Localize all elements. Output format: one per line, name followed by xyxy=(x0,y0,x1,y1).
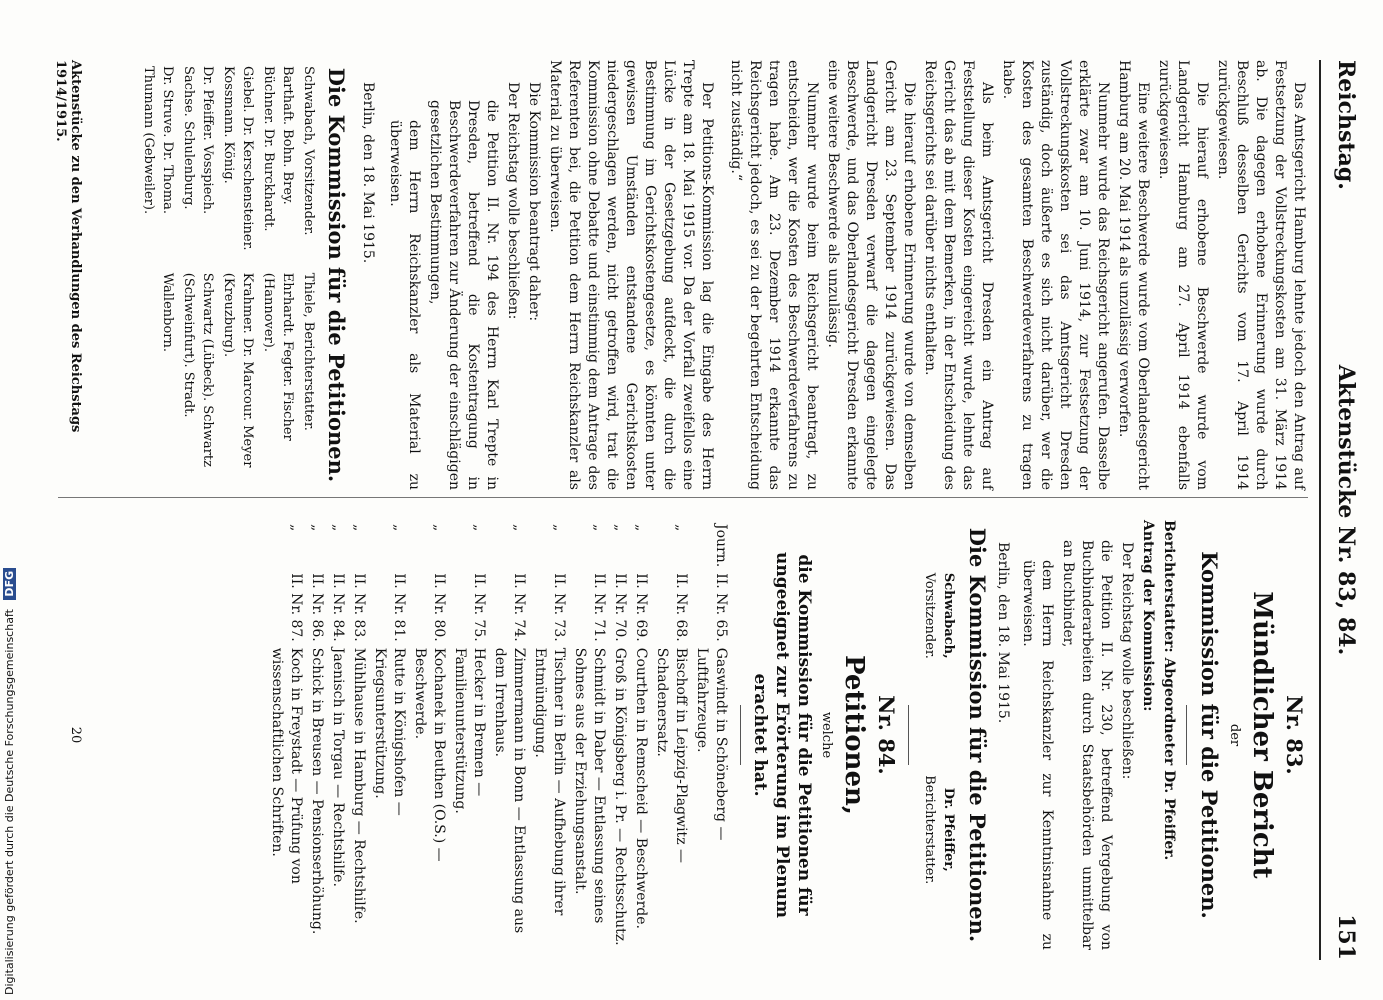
list-number: II. Nr. 68. xyxy=(673,573,689,642)
dfg-logo: DFG xyxy=(3,568,16,600)
header-page-number: 151 xyxy=(1333,914,1359,960)
list-text: Gaswindt in Schöneberg — Luftfahrzeuge. xyxy=(694,647,729,841)
list-text: Jaenisch in Torgau — Rechtshilfe. xyxy=(330,647,346,887)
list-text: Schick in Breusen — Pensionserhöhung. xyxy=(309,647,325,935)
list-text: Bischoff in Leipzig-Plagwitz — Schadenersatz. xyxy=(654,647,689,864)
antrag-intro: Der Reichstag wolle beschließen: xyxy=(1119,542,1135,780)
list-prefix: „ xyxy=(330,524,346,532)
paragraph: Die hierauf erhobene Beschwerde wurde vom Landgericht Hamburg am 27. April 1914 ebenfalls zurückgewiesen. xyxy=(1156,60,1210,490)
list-item xyxy=(450,522,488,948)
list-number: II. Nr. 73. xyxy=(551,573,567,642)
signature-line: Schwabach, Vorsitzender. xyxy=(301,66,316,236)
list-item xyxy=(652,522,690,948)
list-item xyxy=(349,522,368,948)
antrag-text: die Petition II. Nr. 230, betreffend Vergebung von Buchbinderarbeiten durch Staatsbehörden unmittelbar an Buchbinder, xyxy=(1060,540,1114,950)
list-text: Hecker in Bremen — Familienunterstützung. xyxy=(452,647,487,814)
list-item xyxy=(570,522,608,948)
list-number: II. Nr. 75. xyxy=(471,573,487,642)
nr84-welche: welche xyxy=(819,711,834,759)
list-number: II. Nr. 84. xyxy=(330,573,346,642)
list-text: Courthen in Remscheid — Beschwerde. xyxy=(633,647,649,929)
signature-line: Thiele, Berichterstatter. xyxy=(301,272,316,431)
page-header xyxy=(1325,60,1365,960)
list-item xyxy=(267,522,305,948)
signature-line: Ehrhardt. Fegter. Fischer (Hannover). xyxy=(261,272,295,441)
list-prefix: „ xyxy=(551,524,567,532)
list-number: II. Nr. 65. xyxy=(713,573,729,642)
list-item xyxy=(307,522,326,948)
list-number: II. Nr. 81. xyxy=(391,573,407,642)
list-prefix: „ xyxy=(431,524,447,532)
date: Berlin, den 18. Mai 1915. xyxy=(995,542,1011,724)
paragraph: Die Kommission beantragt daher: xyxy=(526,82,542,322)
divider xyxy=(1186,705,1187,765)
sig-right-role: Berichterstatter. xyxy=(922,775,937,885)
list-prefix: „ xyxy=(351,524,367,532)
paragraph: Eine weitere Beschwerde wurde vom Oberlandesgericht Hamburg am 20. Mai 1914 als unzulässig verworfen. xyxy=(1116,60,1151,490)
sheet-number: 20 xyxy=(68,726,83,744)
side-note-text: Digitalisierung gefördert durch die Deutsche Forschungsgemeinschaft xyxy=(3,609,16,995)
list-item xyxy=(370,522,408,948)
sig-left-name: Schwabach, xyxy=(941,572,956,659)
commission-title: Die Kommission für die Petitionen. xyxy=(965,527,990,943)
paragraph: Als beim Amtsgericht Dresden ein Antrag auf Feststellung dieser Kosten eingereicht wurde, lehnte das Gericht das ab mit dem Bemerken, in der Entscheidung des Reichsgerichts sei darüber nichts enthalten. xyxy=(922,60,995,490)
reporter: Berichterstatter: Abgeordneter Dr. Pfeiffer. xyxy=(1161,520,1177,861)
signature-line: Wallenborn. xyxy=(160,272,175,353)
list-text: Schmidt in Daber — Entlassung seines Sohnes aus der Erziehungsanstalt. xyxy=(572,647,607,924)
page-footer: Aktenstücke zu den Verhandlungen des Reichstags 1914/1915. xyxy=(53,60,83,433)
list-prefix: „ xyxy=(633,524,649,532)
header-rule xyxy=(1319,60,1321,960)
paragraph: Der Petitions-Kommission lag die Eingabe des Herrn Trepte am 18. Mai 1915 vor. Da der Vorfall zweifellos eine Lücke in der Gesetzgebung aufdeckt, die durch die Bestimmung im Gerichtskostengesetze, es könnten unter gewissen Umständen entstandene Gerichtskosten niedergeschlagen werden, nicht getroffen wird, trat die Kommission ohne Debatte und einstimmig dem Antrage des Referenten bei, die Petition dem Herrn Reichskanzler als Material zu überweisen. xyxy=(547,60,715,490)
list-text: Groß in Königsberg i. Pr. — Rechtsschutz. xyxy=(612,647,628,946)
nr84-subheading: die Kommission für die Petitionen für ungeeignet zur Erörterung im Plenum erachtet hat. xyxy=(750,552,814,918)
list-prefix: „ xyxy=(612,524,628,532)
list-text: Tischner in Berlin — Aufhebung ihrer Entmündigung. xyxy=(532,647,567,916)
petition-list xyxy=(265,520,732,950)
list-number: II. Nr. 80. xyxy=(431,573,447,642)
nr84-heading: Petitionen, xyxy=(839,655,869,815)
list-text: Zimmermann in Bonn — Entlassung aus dem Irrenhaus. xyxy=(492,647,527,934)
side-note xyxy=(0,0,20,1000)
list-text: Mühlhause in Hamburg — Rechtshilfe. xyxy=(351,647,367,924)
nr83-title: Nr. 83. xyxy=(1282,695,1307,775)
signature-line: Giebel. Dr. Kerschensteiner. Kossmann. König. xyxy=(221,66,255,251)
divider xyxy=(740,705,741,765)
paragraph: Das Amtsgericht Hamburg lehnte jedoch den Antrag auf Festsetzung der Vollstreckungskosten am 31. März 1914 ab. Die dagegen erhobene Erinnerung wurde durch Beschluß desselben Gerichts vom 17. April 1914 zurückgewiesen. xyxy=(1215,60,1307,490)
list-item xyxy=(692,522,730,948)
antrag-tail: dem Herrn Reichskanzler zur Kenntnisnahme zu überweisen. xyxy=(1020,560,1055,950)
nr84-title: Nr. 84. xyxy=(874,695,899,775)
list-item xyxy=(328,522,347,948)
list-number: II. Nr. 86. xyxy=(309,573,325,642)
list-number: II. Nr. 71. xyxy=(591,573,607,642)
list-prefix: Journ. xyxy=(713,524,729,568)
list-item xyxy=(610,522,629,948)
signature-line: Dr. Pfeiffer. Vosspiech. Sachse. Schulenburg. xyxy=(181,66,215,215)
signature-line: Schwartz (Lübeck). Schwartz (Schweinfurt). Stradt. xyxy=(181,272,215,467)
motion-text: die Petition II. Nr. 194 des Herrn Karl Trepte in Dresden, betreffend die Kostentragung in Beschwerdeverfahren zur Änderung der einschlägigen gesetzlichen Bestimmungen, xyxy=(427,100,500,490)
date: Berlin, den 18. Mai 1915. xyxy=(360,82,376,264)
list-prefix: „ xyxy=(511,524,527,532)
signature-line: Krahmer. Dr. Marcour. Meyer (Kreuzburg). xyxy=(221,272,255,468)
divider xyxy=(908,705,909,765)
nr83-heading: Mündlicher Bericht xyxy=(1247,591,1277,879)
signatures xyxy=(917,520,961,950)
motion-tail: dem Herrn Reichskanzler als Material zu überweisen. xyxy=(387,120,422,490)
list-prefix: „ xyxy=(591,524,607,532)
list-prefix: „ xyxy=(288,524,304,532)
signature-line: Dr. Struve. Dr. Thoma. Thumann (Gebweiler). xyxy=(141,66,175,215)
header-left: Reichstag. xyxy=(1333,60,1359,190)
commission-title: Die Kommission für die Petitionen. xyxy=(324,67,349,483)
list-number: II. Nr. 87. xyxy=(288,573,304,642)
nr83-commission: Kommission für die Petitionen. xyxy=(1197,551,1222,919)
list-number: II. Nr. 70. xyxy=(612,573,628,642)
header-center: Aktenstücke Nr. 83, 84. xyxy=(1333,364,1359,656)
list-item xyxy=(631,522,650,948)
column-divider xyxy=(58,497,1308,498)
list-item xyxy=(530,522,568,948)
signatures xyxy=(137,60,320,490)
list-number: II. Nr. 83. xyxy=(351,573,367,642)
list-prefix: „ xyxy=(471,524,487,532)
paragraph: Nunmehr wurde das Reichsgericht angerufen. Dasselbe erklärte zwar am 10. Juni 1914, zur Festsetzung der Vollstreckungskosten sei das Amtsgericht Dresden zuständig, doch äußerte es sich nicht darüber, wer die Kosten des gesamten Beschwerdeverfahrens zu tragen habe. xyxy=(1000,60,1111,490)
left-column xyxy=(8,60,1308,490)
signature-line: Barthaft. Bohn. Brey. Büchner. Dr. Burckhardt. xyxy=(261,66,295,232)
list-item xyxy=(410,522,448,948)
paragraph: Die hierauf erhobene Erinnerung wurde von demselben Gericht am 23. September 1914 zurückgewiesen. Das Landgericht Dresden verwarf die dagegen eingelegte Beschwerde, und das Oberlandesgericht Dresden erkannte eine weitere Beschwerde als unzulässig. xyxy=(825,60,917,490)
sig-right-name: Dr. Pfeiffer, xyxy=(941,787,956,872)
list-item xyxy=(490,522,528,948)
paragraph: Nunmehr wurde beim Reichsgericht beantragt, zu entscheiden, wer die Kosten des Beschwerdeverfahrens zu tragen habe. Am 23. Dezember 1914 erkannte das Reichsgericht jedoch, es sei zu der begehrten Entscheidung nicht zuständig.“ xyxy=(728,60,820,490)
list-text: Koch in Freystadt — Prüfung von wissenschaftlichen Schriften. xyxy=(269,647,304,884)
antrag-label: Antrag der Kommission: xyxy=(1140,520,1156,712)
sig-left-role: Vorsitzender. xyxy=(922,572,937,659)
list-text: Kochanek in Beuthen (O.S.) — Beschwerde. xyxy=(412,647,447,862)
list-text: Rutte in Königshofen — Kriegsunterstützung. xyxy=(372,647,407,816)
list-prefix: „ xyxy=(391,524,407,532)
list-prefix: „ xyxy=(309,524,325,532)
right-column xyxy=(8,520,1308,950)
list-prefix: „ xyxy=(673,524,689,532)
nr83-der: der xyxy=(1227,723,1242,747)
list-number: II. Nr. 74. xyxy=(511,573,527,642)
list-number: II. Nr. 69. xyxy=(633,573,649,642)
paragraph: Der Reichstag wolle beschließen: xyxy=(505,82,521,320)
